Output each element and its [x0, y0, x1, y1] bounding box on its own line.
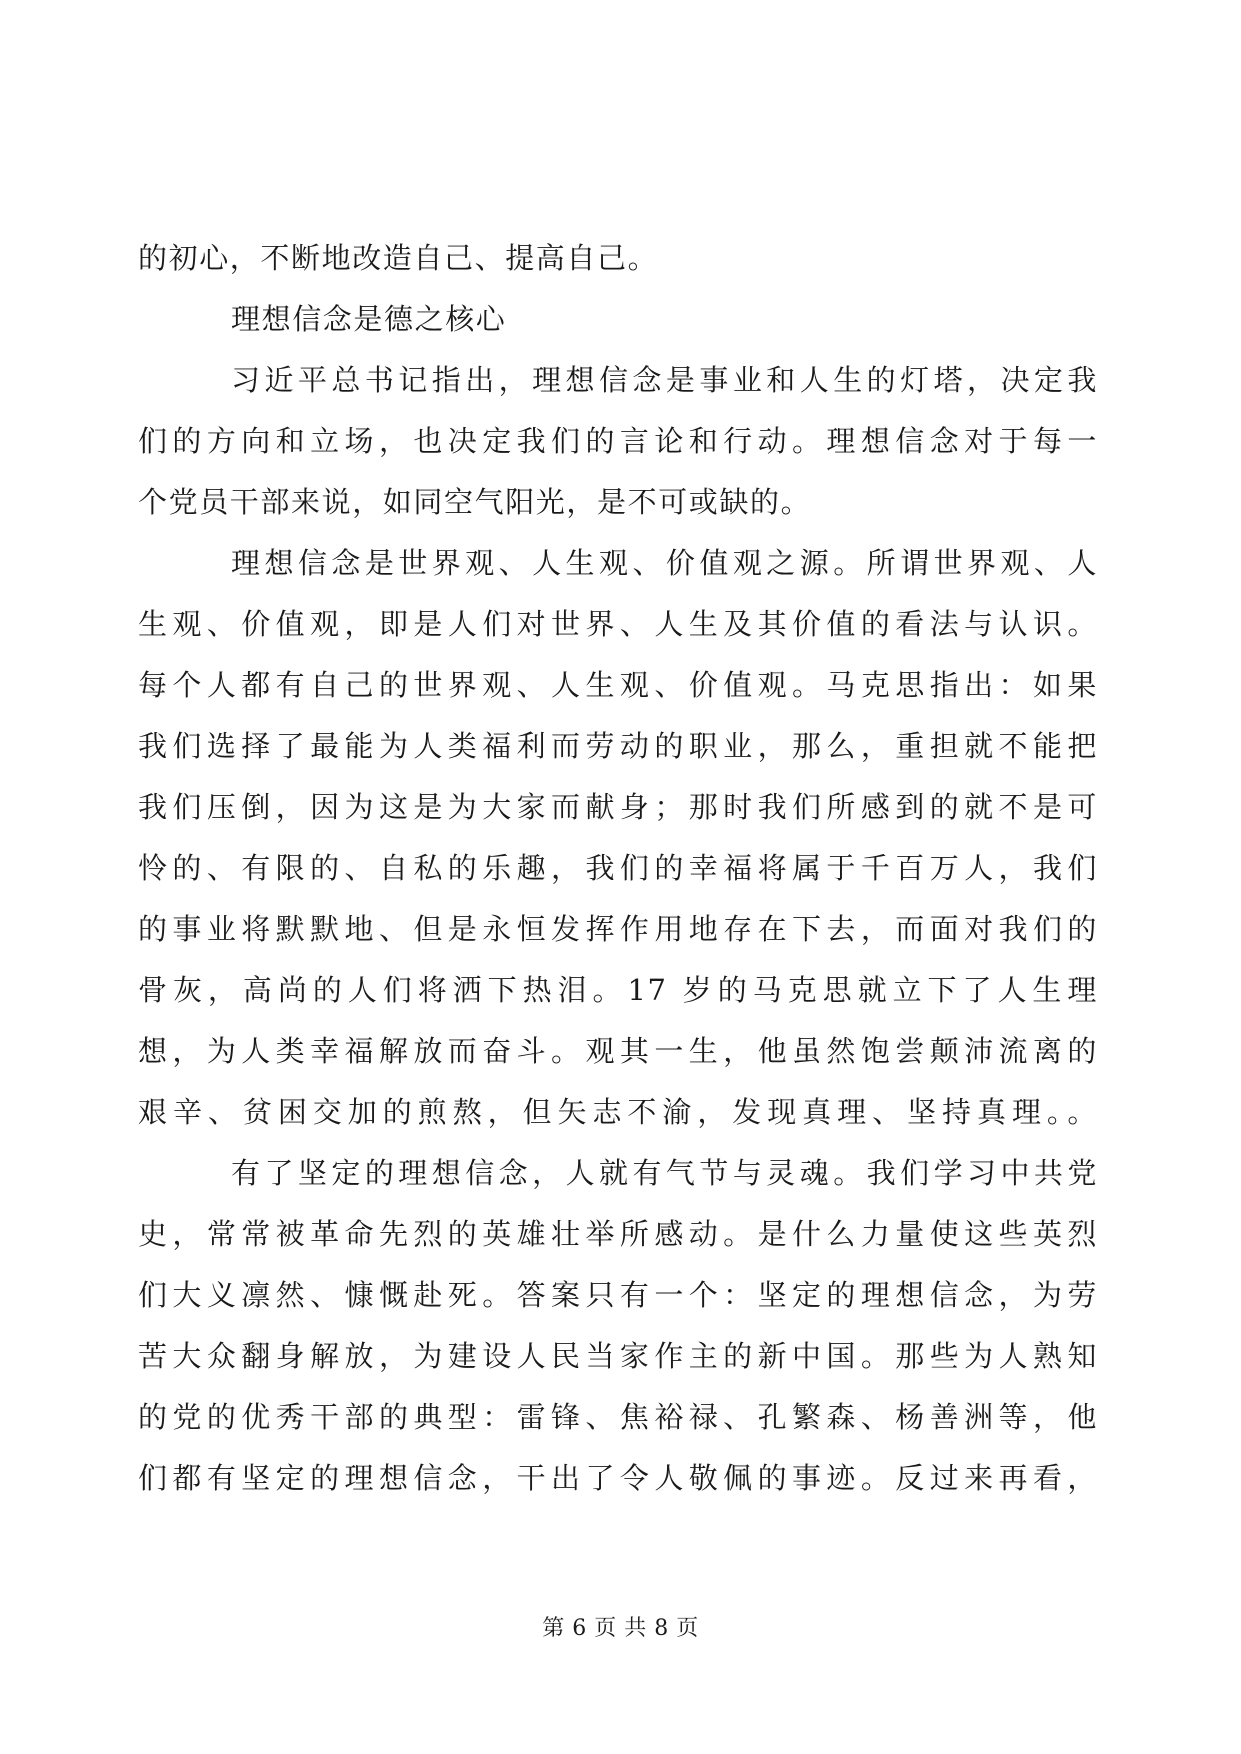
text-line: 习近平总书记指出，理想信念是事业和人生的灯塔，决定我: [231, 363, 1098, 397]
text-line: 的初心，不断地改造自己、提高自己。: [138, 241, 659, 275]
page-footer: 第 6 页 共 8 页: [542, 1616, 699, 1641]
text-line: 的事业将默默地、但是永恒发挥作用地存在下去，而面对我们的: [138, 912, 1098, 946]
document-body: [138, 228, 1098, 1509]
text-line: 我们压倒，因为这是为大家而献身；那时我们所感到的就不是可: [138, 790, 1098, 824]
text-line: 想，为人类幸福解放而奋斗。观其一生，他虽然饱尝颠沛流离的: [138, 1034, 1098, 1068]
text-line: 理想信念是德之核心: [231, 302, 507, 336]
text-line: 理想信念是世界观、人生观、价值观之源。所谓世界观、人: [231, 546, 1098, 580]
text-line: 我们选择了最能为人类福利而劳动的职业，那么，重担就不能把: [138, 729, 1098, 763]
text-line: 艰辛、贫困交加的煎熬，但矢志不渝，发现真理、坚持真理。。: [138, 1095, 1098, 1129]
text-line: 们的方向和立场，也决定我们的言论和行动。理想信念对于每一: [138, 424, 1098, 458]
text-line: 们大义凛然、慷慨赴死。答案只有一个：坚定的理想信念，为劳: [138, 1278, 1098, 1312]
text-line: 个党员干部来说，如同空气阳光，是不可或缺的。: [138, 485, 812, 519]
text-line: 有了坚定的理想信念，人就有气节与灵魂。我们学习中共党: [231, 1156, 1098, 1190]
text-line: 每个人都有自己的世界观、人生观、价值观。马克思指出：如果: [138, 668, 1098, 702]
text-line: 苦大众翻身解放，为建设人民当家作主的新中国。那些为人熟知: [138, 1339, 1098, 1373]
text-line: 们都有坚定的理想信念，干出了令人敬佩的事迹。反过来再看，: [138, 1461, 1098, 1495]
text-line: 怜的、有限的、自私的乐趣，我们的幸福将属于千百万人，我们: [138, 851, 1098, 885]
text-line: 史，常常被革命先烈的英雄壮举所感动。是什么力量使这些英烈: [138, 1217, 1098, 1251]
text-line: 骨灰，高尚的人们将洒下热泪。17 岁的马克思就立下了人生理: [138, 973, 1098, 1007]
text-line: 的党的优秀干部的典型：雷锋、焦裕禄、孔繁森、杨善洲等，他: [138, 1400, 1098, 1434]
text-line: 生观、价值观，即是人们对世界、人生及其价值的看法与认识。: [138, 607, 1098, 641]
